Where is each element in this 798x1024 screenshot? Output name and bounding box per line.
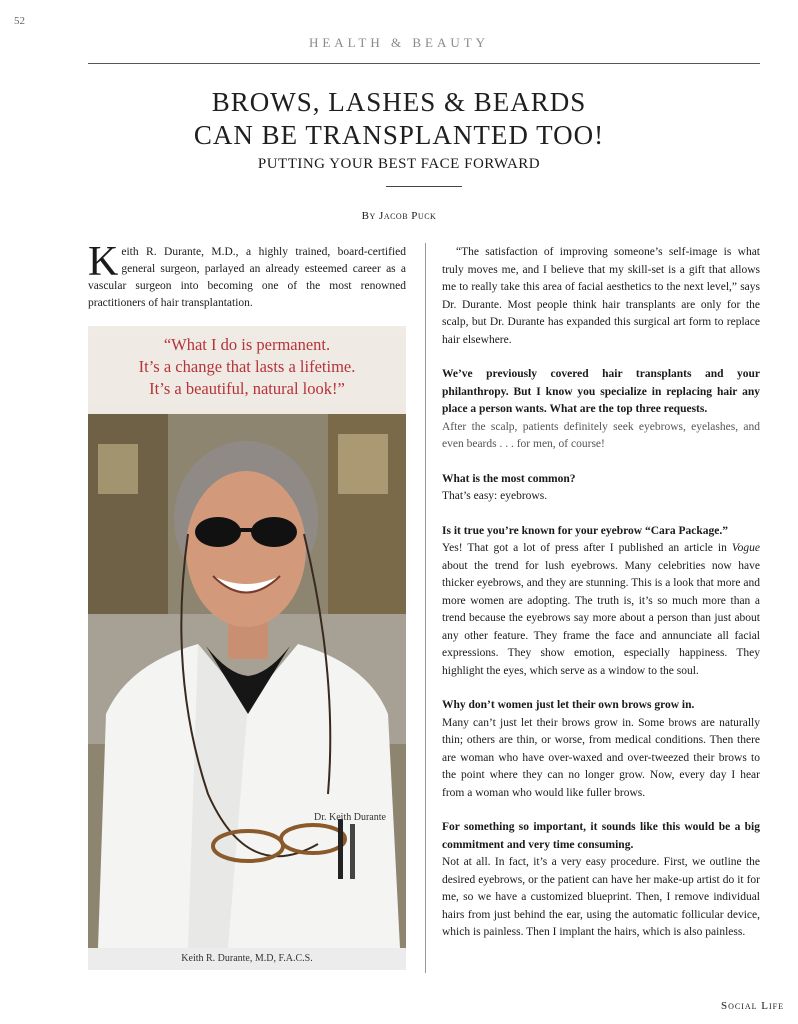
section-header: HEALTH & BEAUTY (308, 35, 490, 50)
question-3: Is it true you’re known for your eyebrow “Cara Package.” (442, 524, 728, 537)
intro-text: eith R. Durante, M.D., a highly trained, board-certified general surgeon, parlayed an already esteemed career as a vascular surgeon into becoming one of the most renowned practitioners of hair transplantation. (88, 246, 406, 309)
question-1: We’ve previously covered hair transplants and your philanthropy. But I know you specialize in replacing hair any place a person wants. What are the top three requests. (442, 368, 760, 415)
pull-quote-line-2: It’s a change that lasts a lifetime. (138, 357, 356, 376)
page-number: 52 (14, 15, 25, 27)
answer-3-start: Yes! That got a lot of press after I published an article in (442, 542, 732, 554)
photo-caption: Keith R. Durante, M.D, F.A.C.S. (88, 948, 406, 970)
vogue-title: Vogue (731, 542, 760, 554)
pull-quote-line-1: “What I do is permanent. (163, 335, 331, 354)
pull-quote (88, 326, 406, 422)
question-2: What is the most common? (442, 472, 576, 485)
portrait-illustration (88, 414, 406, 948)
opening-paragraph: “The satisfaction of improving someone’s self-image is what truly moves me, and I believe that my skill-set is a gift that allows me to really take this area of facial aesthetics to the next level,” says Dr. Durante. Most people think hair transplants are only for the scalp, but Dr. Durante has expanded this surgical art form to replace hair elsewhere. (442, 246, 760, 346)
qa-block-4 (442, 697, 760, 802)
title-line-2: CAN BE TRANSPLANTED TOO! (193, 120, 605, 150)
intro-paragraph (88, 239, 406, 312)
footer-brand: Social Life (720, 1000, 784, 1012)
title-rule (386, 186, 462, 187)
portrait-photo (88, 326, 406, 970)
answer-1: After the scalp, patients definitely seek eyebrows, eyelashes, and even beards . . . for men, of course! (442, 420, 760, 450)
title-line-1: BROWS, LASHES & BEARDS (211, 87, 587, 117)
column-divider (425, 243, 426, 973)
pull-quote-line-3: It’s a beautiful, natural look!” (149, 379, 345, 398)
qa-block-3 (442, 523, 760, 681)
qa-block-1 (442, 366, 760, 454)
right-column (442, 244, 760, 959)
article-title (0, 86, 798, 152)
answer-3-end: about the trend for lush eyebrows. Many celebrities now have thicker eyebrows, and they are stunning. This is a look that more and more women are adopting. The truth is, it’s so much more than a trend because the eyebrows say more about a person than just about any other feature. They frame the face and annunciate all facial expressions. They show emotion, especially happiness. They highlight the eyes, which serve as a window to the soul. (442, 559, 760, 677)
drop-cap: K (88, 239, 119, 285)
question-4: Why don’t women just let their own brows grow in. (442, 699, 695, 711)
answer-2: That’s easy: eyebrows. (442, 490, 548, 502)
answer-5: Not at all. In fact, it’s a very easy procedure. First, we outline the desired eyebrows, or the patient can have her make-up artist do it for me, so we have a customized blueprint. Then, I remove individual hairs from just behind the ear, using the automatic follicular device, which is painless. Then I implant the hairs, which is also painless. (442, 856, 760, 938)
coat-embroidery: Dr. Keith Durante (314, 812, 386, 823)
question-5: For something so important, it sounds like this would be a big commitment and very time consuming. (442, 821, 760, 851)
article-subtitle: PUTTING YOUR BEST FACE FORWARD (257, 156, 541, 172)
answer-4: Many can’t just let their brows grow in. Some brows are naturally thin; others are thin, or worse, from medical conditions. Then there are woman who have over-waxed and over-tweezed their brows to the point where they can no longer grow. Now, every day I hear from a woman who would like fuller brows. (442, 716, 760, 799)
qa-block-2 (442, 471, 760, 506)
qa-block-5 (442, 819, 760, 942)
byline: By Jacob Puck (361, 210, 437, 222)
header-rule (88, 63, 760, 64)
